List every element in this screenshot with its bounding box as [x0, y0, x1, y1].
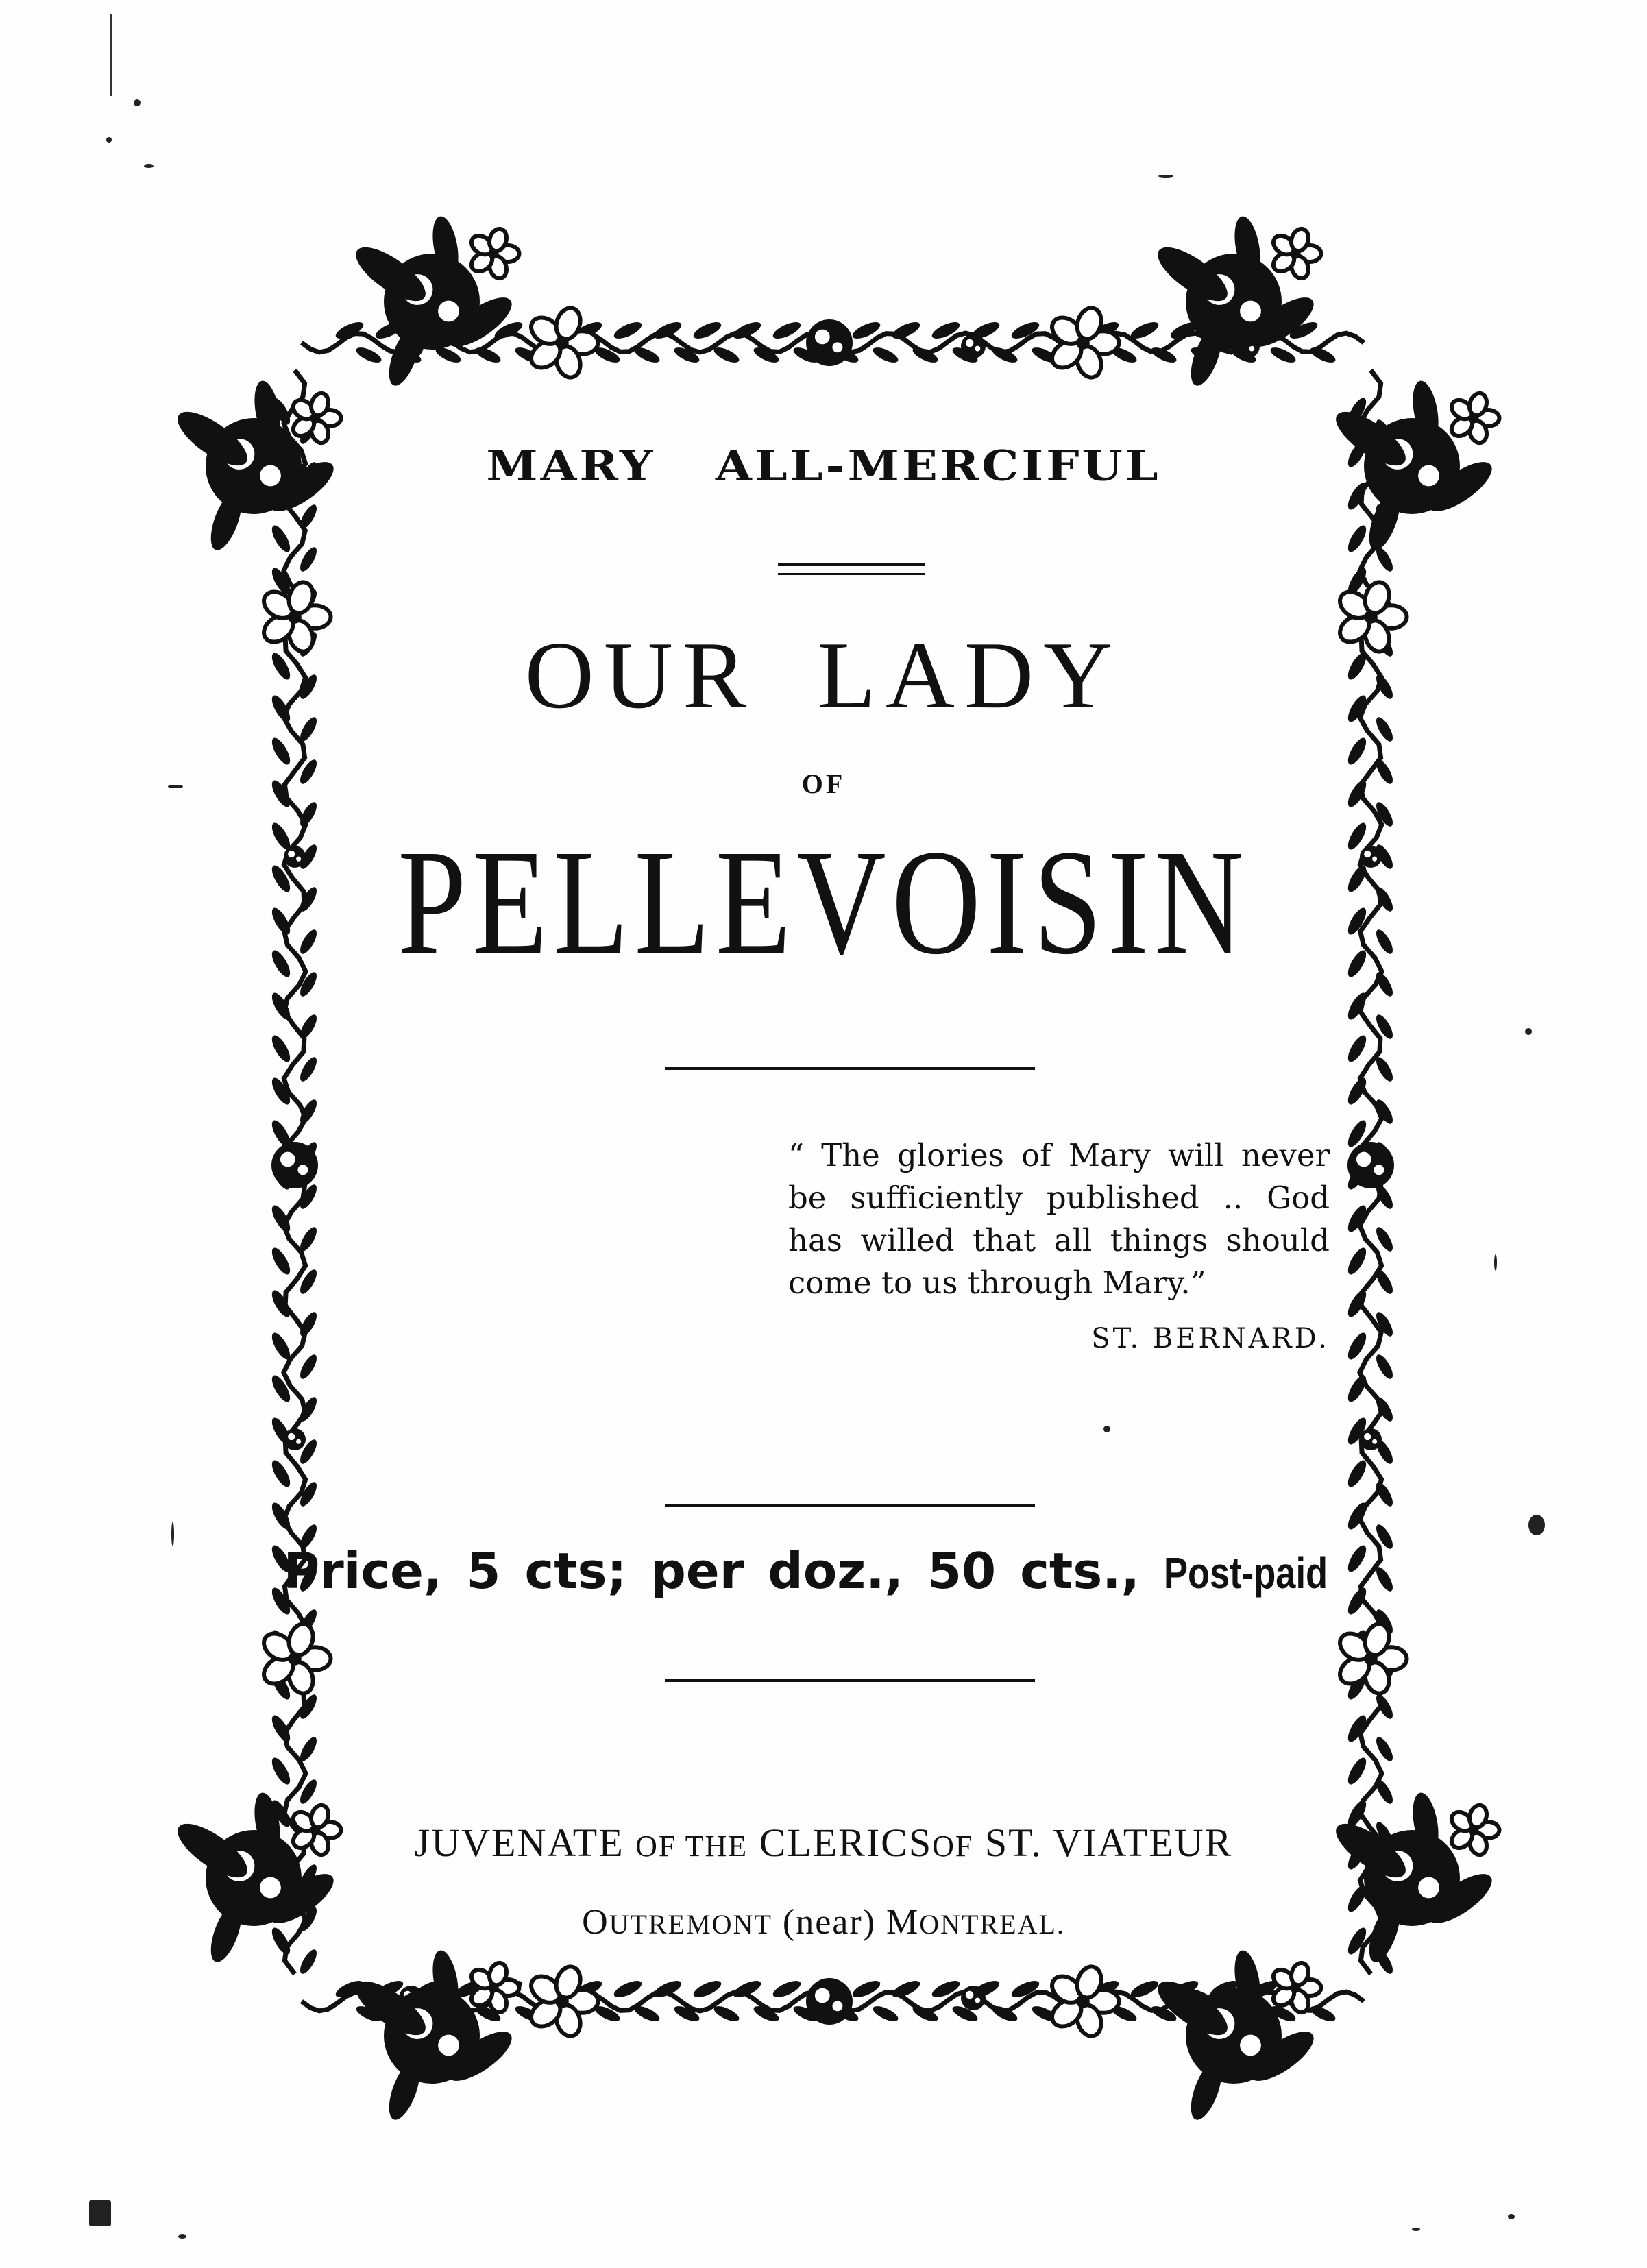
bloom-highlight-ornament	[966, 1991, 974, 1999]
leaf-ornament	[297, 1947, 319, 1976]
leaf-ornament	[1345, 1245, 1369, 1277]
bloom-highlight-ornament	[832, 342, 842, 352]
price-suffix: Post-paid	[1163, 1548, 1328, 1598]
leaf-ornament	[269, 735, 293, 767]
leaf-ornament	[269, 1288, 293, 1319]
title-line-our-lady: OUR LADY	[524, 622, 1123, 729]
bloom-highlight-ornament	[288, 1433, 295, 1440]
flower-center-ornament	[1291, 249, 1300, 258]
publisher-part: VIATEUR	[1053, 1820, 1233, 1865]
bloom-ornament	[1347, 1142, 1394, 1188]
flower-center-ornament	[489, 249, 498, 258]
bloom-highlight-ornament	[296, 1439, 301, 1444]
bloom-highlight-ornament	[260, 1877, 281, 1899]
leaf-ornament	[1345, 1458, 1369, 1489]
double-rule-top	[778, 563, 925, 566]
flower-center-ornament	[1077, 337, 1089, 349]
bloom-ornament	[806, 319, 853, 366]
location-part: ONTREAL.	[919, 1909, 1065, 1940]
leaf-ornament	[297, 1012, 319, 1041]
publisher-line	[0, 1820, 1647, 1866]
location-part: (near)	[782, 1903, 876, 1942]
bloom-highlight-ornament	[1364, 1433, 1371, 1440]
leaf-ornament	[1373, 1352, 1395, 1381]
leaf-ornament	[297, 1225, 319, 1254]
price-text: Price, 5 cts; per doz., 50 cts.,	[283, 1542, 1140, 1600]
leaf-ornament	[269, 1033, 293, 1064]
leaf-ornament	[269, 1245, 293, 1277]
leaf-ornament	[269, 1755, 293, 1787]
leaf-ornament	[269, 1330, 293, 1362]
bloom-highlight-ornament	[1240, 2035, 1261, 2056]
double-rule-bottom	[778, 573, 925, 575]
divider-rule	[665, 1504, 1035, 1507]
leaf-ornament	[1345, 735, 1369, 767]
bloom-highlight-ornament	[297, 1165, 308, 1175]
leaf-ornament	[712, 345, 742, 366]
title-line-main: PELLEVOISIN	[398, 818, 1249, 986]
quote-author: ST. BERNARD.	[1091, 1323, 1330, 1354]
leaf-ornament	[612, 319, 644, 342]
bloom-highlight-ornament	[438, 301, 459, 322]
price-line	[0, 1542, 1647, 1600]
leaf-ornament	[930, 1977, 962, 2001]
bloom-highlight-ornament	[1418, 1877, 1439, 1899]
leaf-ornament	[871, 345, 901, 366]
leaf-ornament	[692, 319, 724, 342]
divider-rule	[665, 1067, 1035, 1070]
leaf-ornament	[269, 523, 293, 554]
bloom-highlight-ornament	[1372, 1439, 1377, 1444]
flower-center-ornament	[556, 337, 568, 349]
bloom-ornament	[806, 1978, 853, 2025]
leaf-ornament	[612, 1977, 644, 2001]
title-line-of: OF	[801, 768, 846, 799]
flower-center-ornament	[310, 413, 319, 422]
leaf-ornament	[354, 345, 384, 366]
bloom-highlight-ornament	[832, 2001, 842, 2011]
series-title: MARY ALL-MERCIFUL	[486, 441, 1161, 491]
leaf-ornament	[1373, 1692, 1395, 1721]
location-part: O	[582, 1903, 609, 1942]
divider-rule	[665, 1679, 1035, 1682]
location-part: UTREMONT	[609, 1909, 772, 1940]
leaf-ornament	[871, 2003, 901, 2025]
leaf-ornament	[297, 1692, 319, 1721]
location-line	[0, 1902, 1647, 1942]
bloom-highlight-ornament	[975, 346, 980, 352]
leaf-ornament	[1373, 1267, 1395, 1296]
quote-text: “ The glories of Mary will never be sufficiently published .. God has willed that all things should come to us through Mary.”	[788, 1137, 1330, 1301]
bloom-ornament	[284, 1428, 306, 1450]
bloom-ornament	[1360, 1428, 1382, 1450]
publisher-part: OF	[932, 1829, 974, 1863]
publisher-part: CLERICS	[759, 1820, 933, 1865]
bloom-highlight-ornament	[815, 330, 830, 345]
bloom-highlight-ornament	[280, 1152, 295, 1167]
flower-center-ornament	[556, 1995, 568, 2008]
leaf-ornament	[269, 1458, 293, 1489]
location-part: M	[886, 1903, 920, 1942]
flower-center-ornament	[1365, 1653, 1377, 1665]
leaf-ornament	[1345, 523, 1369, 554]
flower-center-ornament	[489, 1983, 498, 1992]
bloom-ornament	[961, 1986, 986, 2010]
leaf-ornament	[1345, 1033, 1369, 1064]
flower-center-ornament	[1291, 1983, 1300, 1992]
leaf-ornament	[712, 2003, 742, 2025]
bloom-highlight-ornament	[975, 1998, 980, 2003]
publisher-part: ST.	[984, 1820, 1042, 1865]
bloom-ornament	[271, 1142, 318, 1188]
bloom-highlight-ornament	[438, 2035, 459, 2056]
leaf-ornament	[1345, 1755, 1369, 1787]
leaf-ornament	[297, 502, 319, 531]
flower-center-ornament	[1469, 413, 1478, 422]
bloom-ornament	[961, 334, 986, 358]
flower-center-ornament	[289, 1653, 301, 1665]
leaf-ornament	[930, 319, 962, 342]
bloom-highlight-ornament	[1240, 301, 1261, 322]
bloom-highlight-ornament	[815, 1988, 830, 2003]
leaf-ornament	[1373, 1055, 1395, 1084]
publisher-part: OF THE	[635, 1829, 748, 1863]
leaf-ornament	[1373, 1777, 1395, 1806]
leaf-ornament	[692, 1977, 724, 2001]
bloom-highlight-ornament	[966, 339, 974, 347]
leaf-ornament	[297, 1735, 319, 1764]
publisher-part: JUVENATE	[414, 1820, 624, 1865]
flower-center-ornament	[1077, 1995, 1089, 2008]
bloom-highlight-ornament	[1374, 1165, 1384, 1175]
bloom-highlight-ornament	[1356, 1152, 1371, 1167]
leaf-ornament	[297, 1352, 319, 1381]
